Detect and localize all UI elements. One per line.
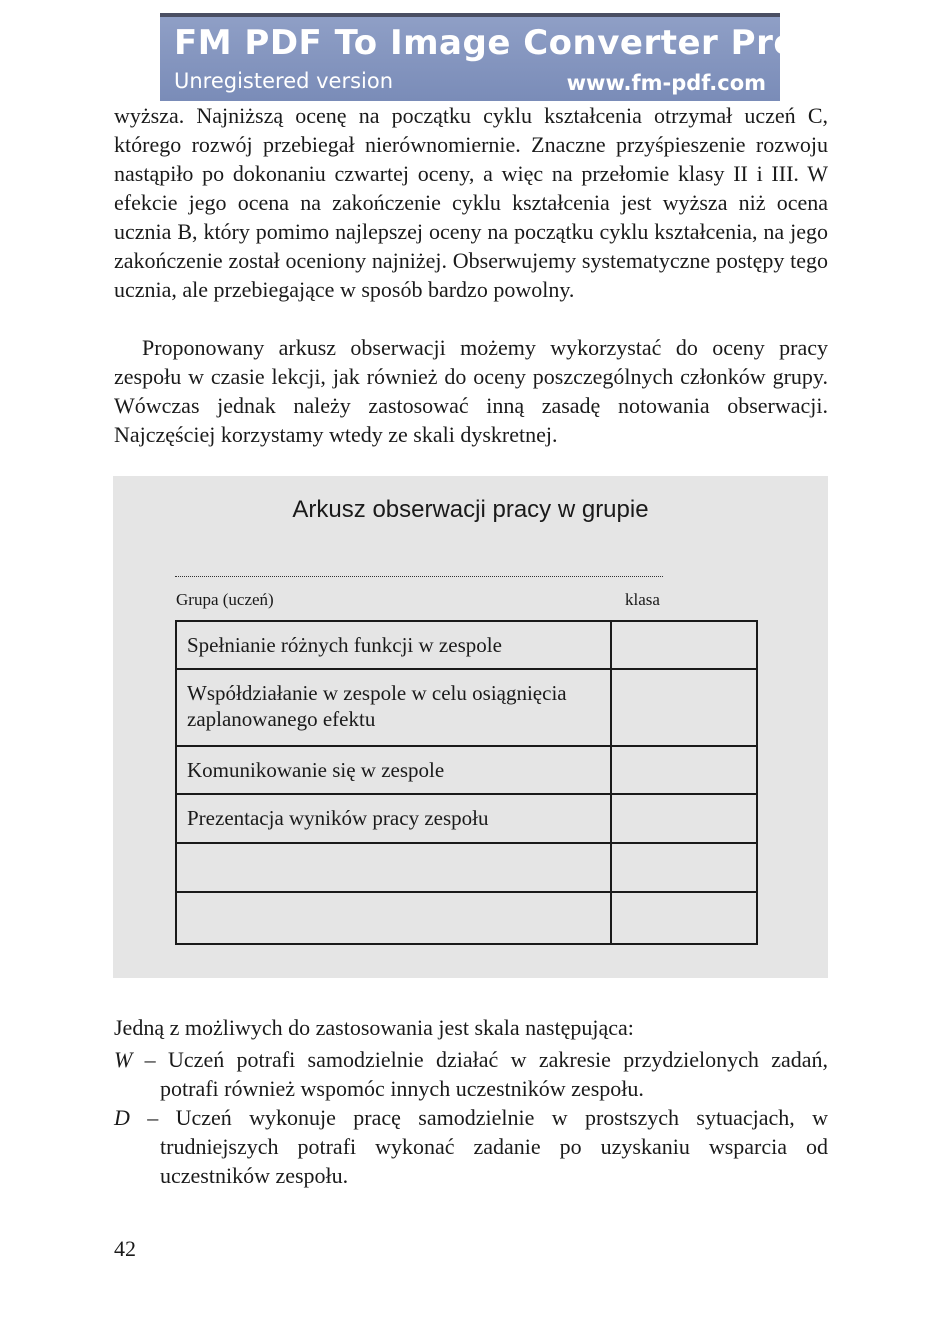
scale-item-label: D: [114, 1105, 130, 1130]
score-cell: [611, 621, 757, 669]
table-row: [176, 794, 757, 843]
paragraph-2: Proponowany arkusz obserwacji możemy wykorzystać do oceny pracy zespołu w czasie lekcji, jak również do oceny poszczególnych członków grupy. Wówczas jednak należy zastosować inną zasadę notowania obserwacji. Najczęściej korzystamy wtedy ze skali dyskretnej.: [114, 335, 828, 447]
score-cell: [611, 794, 757, 843]
criterion-cell: [176, 843, 611, 892]
group-dotted-line: [175, 576, 663, 577]
watermark-title: FM PDF To Image Converter Pro: [174, 23, 798, 63]
group-label: Grupa (uczeń): [176, 590, 274, 609]
table-row: [176, 746, 757, 794]
score-cell: [611, 892, 757, 944]
table-row: [176, 892, 757, 944]
sheet-title: Arkusz obserwacji pracy w grupie: [292, 496, 649, 523]
scale-item-label: W: [114, 1047, 133, 1072]
scale-item: D – Uczeń wykonuje pracę samodzielnie w prostszych sytuacjach, w trudniejszych potrafi wykonać zadanie po uzyskaniu wsparcia od uczestników zespołu.: [114, 1105, 828, 1188]
score-cell: [611, 746, 757, 794]
criterion-cell: Prezentacja wyników pracy zespołu: [176, 794, 611, 843]
table-row: [176, 669, 757, 746]
scale-item-text: Uczeń potrafi samodzielnie działać w zakresie przydzielonych zadań, potrafi również wspomóc innych uczestników zespołu.: [160, 1047, 828, 1101]
criterion-cell: [176, 892, 611, 944]
scale-item: W – Uczeń potrafi samodzielnie działać w zakresie przydzielonych zadań, potrafi również wspomóc innych uczestników zespołu.: [114, 1047, 828, 1101]
score-cell: [611, 843, 757, 892]
table-row: [176, 621, 757, 669]
score-cell: [611, 669, 757, 746]
class-label: klasa: [625, 590, 660, 609]
watermark-url: www.fm-pdf.com: [566, 71, 766, 95]
criterion-cell: Współdziałanie w zespole w celu osiągnięcia zaplanowanego efektu: [176, 669, 611, 746]
page-number: 42: [114, 1236, 136, 1261]
table-row: [176, 843, 757, 892]
observation-table: [175, 620, 758, 945]
watermark-banner: [160, 13, 798, 101]
criterion-cell: Spełnianie różnych funkcji w zespole: [176, 621, 611, 669]
scale-item-text: Uczeń wykonuje pracę samodzielnie w prostszych sytuacjach, w trudniejszych potrafi wykonać zadanie po uzyskaniu wsparcia od uczestników zespołu.: [160, 1105, 828, 1188]
paragraph-1: wyższa. Najniższą ocenę na początku cyklu kształcenia otrzymał uczeń C, którego rozwój przebiegał nierównomiernie. Znaczne przyśpieszenie rozwoju nastąpiło po dokonaniu czwartej oceny, a więc na przełomie klasy II i III. W efekcie jego ocena na zakończenie cyklu kształcenia jest wyższa niż ocena ucznia B, który pomimo najlepszej oceny na początku cyklu kształcenia, na jego zakończenie został oceniony najniżej. Obserwujemy systematyczne postępy tego ucznia, ale przebiegające w sposób bardzo powolny.: [114, 103, 828, 302]
watermark-subtitle: Unregistered version: [174, 69, 394, 93]
criterion-cell: Komunikowanie się w zespole: [176, 746, 611, 794]
scale-intro: Jedną z możliwych do zastosowania jest skala następująca:: [114, 1015, 634, 1040]
